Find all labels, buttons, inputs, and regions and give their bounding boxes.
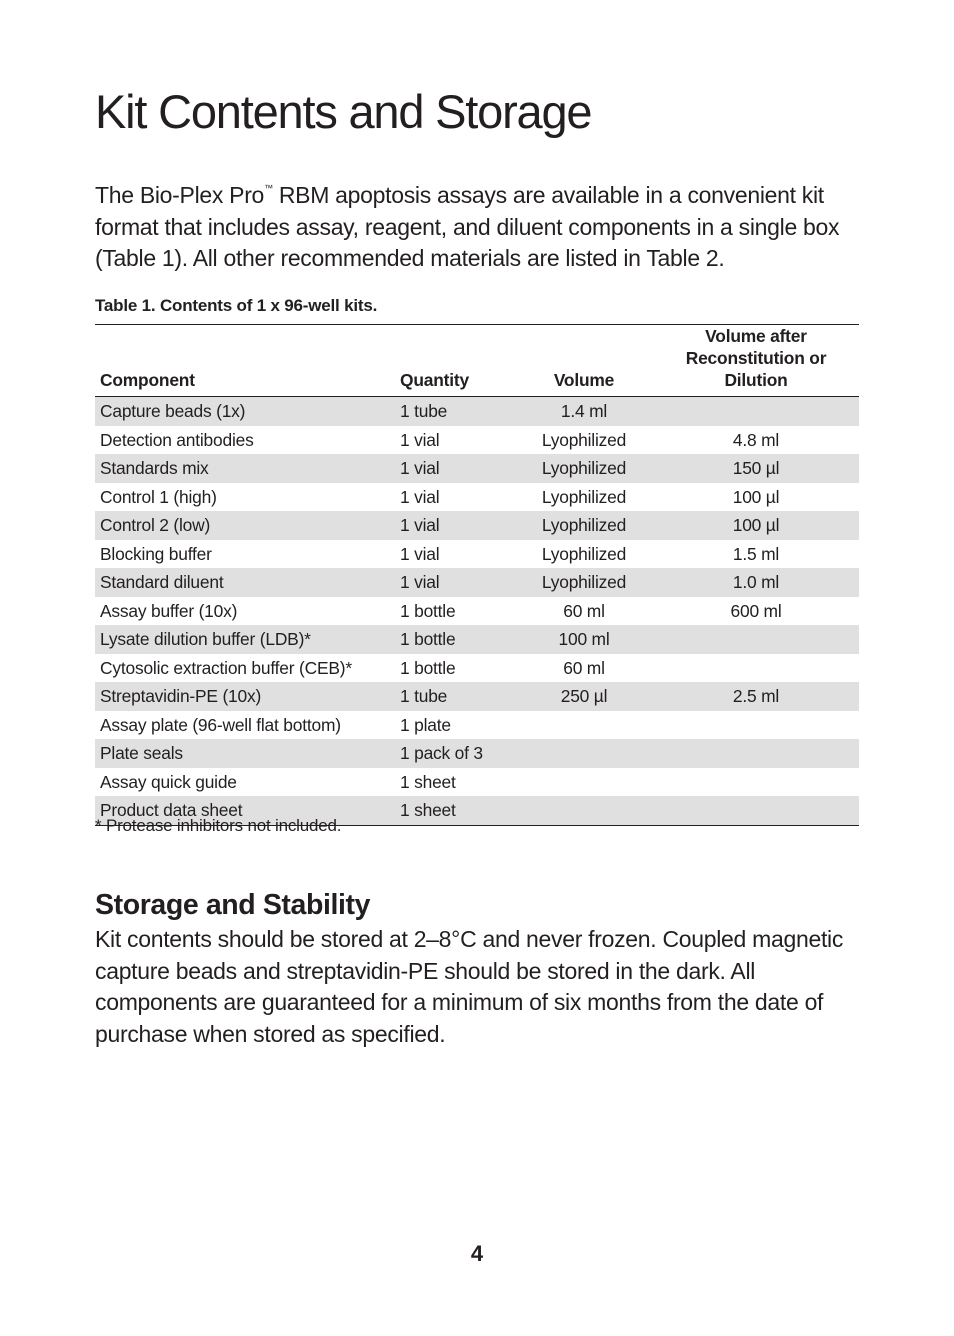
cell-volume-after bbox=[653, 625, 859, 654]
cell-quantity: 1 tube bbox=[400, 401, 448, 422]
intro-text-end: RBM apoptosis assays are available in a convenient kit format that includes assay, reagent, and diluent components in a single box (Table 1). All other recommended materials are listed in Table 2. bbox=[95, 182, 840, 272]
cell-quantity: 1 sheet bbox=[400, 771, 456, 792]
table-row bbox=[95, 426, 859, 455]
cell-quantity: 1 bottle bbox=[400, 657, 456, 678]
table-row bbox=[95, 654, 859, 683]
cell-component: Control 1 (high) bbox=[100, 486, 217, 507]
cell-volume: 60 ml bbox=[563, 657, 605, 678]
cell-quantity: 1 bottle bbox=[400, 629, 456, 650]
cell-quantity: 1 tube bbox=[400, 686, 448, 707]
cell-volume: Lyophilized bbox=[541, 458, 627, 479]
cell-quantity: 1 vial bbox=[400, 515, 440, 536]
table-row bbox=[95, 625, 859, 654]
page-number: 4 bbox=[470, 1241, 484, 1266]
cell-volume bbox=[515, 739, 653, 768]
cell-quantity: 1 bottle bbox=[400, 600, 456, 621]
cell-component: Standard diluent bbox=[100, 572, 224, 593]
cell-quantity: 1 pack of 3 bbox=[400, 743, 483, 764]
cell-volume bbox=[515, 768, 653, 797]
cell-quantity: 1 vial bbox=[400, 486, 440, 507]
cell-volume-after bbox=[653, 397, 859, 426]
cell-component: Product data sheet bbox=[100, 800, 243, 821]
cell-volume-after: 600 ml bbox=[730, 600, 782, 621]
cell-volume-after: 100 µl bbox=[732, 486, 780, 507]
cell-quantity: 1 plate bbox=[400, 714, 451, 735]
cell-component: Plate seals bbox=[100, 743, 183, 764]
cell-volume-after bbox=[653, 796, 859, 825]
table-footnote: * Protease inhibitors not included. bbox=[95, 816, 342, 835]
cell-volume: Lyophilized bbox=[541, 572, 627, 593]
header-volume-after bbox=[653, 325, 859, 397]
storage-paragraph: Kit contents should be stored at 2–8°C and never frozen. Coupled magnetic capture beads and streptavidin-PE should be stored in the dark. All components are guaranteed for a minimum of six months from the date of purchase when stored as specified. bbox=[95, 926, 844, 1048]
cell-component: Control 2 (low) bbox=[100, 515, 211, 536]
cell-volume-after: 4.8 ml bbox=[732, 429, 780, 450]
table-caption: Table 1. Contents of 1 x 96-well kits. bbox=[95, 296, 378, 315]
intro-paragraph bbox=[95, 180, 870, 275]
intro-text-start: The Bio-Plex Pro bbox=[95, 182, 265, 208]
cell-quantity: 1 vial bbox=[400, 458, 440, 479]
cell-volume: 100 ml bbox=[558, 629, 610, 650]
cell-component: Standards mix bbox=[100, 458, 209, 479]
cell-volume: Lyophilized bbox=[541, 429, 627, 450]
table-row bbox=[95, 568, 859, 597]
table-body bbox=[95, 397, 859, 826]
cell-volume: 1.4 ml bbox=[560, 401, 608, 422]
cell-quantity: 1 vial bbox=[400, 543, 440, 564]
cell-volume bbox=[515, 796, 653, 825]
cell-quantity: 1 vial bbox=[400, 429, 440, 450]
cell-volume: Lyophilized bbox=[541, 515, 627, 536]
table-row bbox=[95, 483, 859, 512]
cell-volume-after: 1.0 ml bbox=[732, 572, 780, 593]
table-row bbox=[95, 711, 859, 740]
page-title: Kit Contents and Storage bbox=[95, 85, 592, 138]
cell-volume-after bbox=[653, 768, 859, 797]
storage-heading: Storage and Stability bbox=[95, 889, 371, 921]
cell-component: Capture beads (1x) bbox=[100, 401, 246, 422]
cell-volume: Lyophilized bbox=[541, 486, 627, 507]
cell-volume-after: 1.5 ml bbox=[732, 543, 780, 564]
table-row bbox=[95, 454, 859, 483]
header-quantity: Quantity bbox=[400, 370, 469, 390]
table-header bbox=[95, 325, 859, 397]
header-component: Component bbox=[100, 370, 195, 390]
cell-quantity: 1 vial bbox=[400, 572, 440, 593]
table-row bbox=[95, 540, 859, 569]
cell-quantity: 1 sheet bbox=[400, 800, 456, 821]
table-row bbox=[95, 768, 859, 797]
cell-volume-after: 100 µl bbox=[732, 515, 780, 536]
cell-volume-after bbox=[653, 739, 859, 768]
cell-volume: Lyophilized bbox=[541, 543, 627, 564]
cell-component: Cytosolic extraction buffer (CEB)* bbox=[100, 657, 352, 678]
table-row bbox=[95, 739, 859, 768]
table-row bbox=[95, 682, 859, 711]
table-header-row bbox=[95, 325, 859, 397]
header-volume-after-line2: Reconstitution or Dilution bbox=[685, 348, 827, 390]
cell-component: Detection antibodies bbox=[100, 429, 254, 450]
cell-component: Streptavidin-PE (10x) bbox=[100, 686, 262, 707]
cell-component: Blocking buffer bbox=[100, 543, 212, 564]
cell-volume: 250 µl bbox=[560, 686, 608, 707]
cell-volume-after: 150 µl bbox=[732, 458, 780, 479]
cell-volume bbox=[515, 711, 653, 740]
cell-volume: 60 ml bbox=[563, 600, 605, 621]
cell-component: Assay buffer (10x) bbox=[100, 600, 238, 621]
kit-contents-table bbox=[95, 324, 859, 826]
table-row bbox=[95, 597, 859, 626]
trademark-symbol: ™ bbox=[264, 183, 273, 193]
cell-volume-after bbox=[653, 654, 859, 683]
cell-component: Lysate dilution buffer (LDB)* bbox=[100, 629, 311, 650]
cell-component: Assay quick guide bbox=[100, 771, 237, 792]
table-row bbox=[95, 511, 859, 540]
header-volume: Volume bbox=[553, 370, 615, 390]
cell-volume-after bbox=[653, 711, 859, 740]
cell-component: Assay plate (96-well flat bottom) bbox=[100, 714, 341, 735]
header-volume-after-line1: Volume after bbox=[705, 326, 807, 346]
cell-volume-after: 2.5 ml bbox=[732, 686, 780, 707]
table-row bbox=[95, 397, 859, 426]
